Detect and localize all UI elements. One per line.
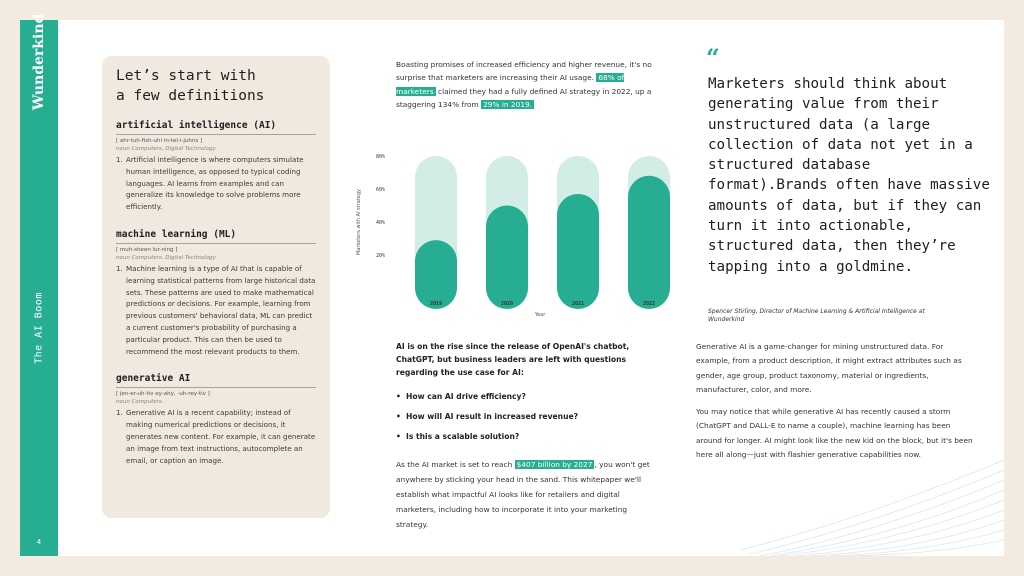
part-of-speech: noun Computers, Digital Technology. [116,254,218,261]
x-tick-label: 2019 [429,301,443,307]
definition-entry [116,373,316,466]
market-paragraph: As the AI market is set to reach $407 billion by 2027 , you won't get anywhere by sticking your head in the sand. This whitepaper we'll establish what impactful AI looks like for retailers and digital marketers, including how to incorporate it into your marketing strategy. [396,460,650,529]
x-tick-label: 2020 [500,301,514,307]
brand-logo: Wunderkind [31,13,47,111]
divider [116,387,316,388]
bar [486,206,528,310]
chart-svg [348,146,656,326]
list-item: • Is this a scalable solution? [396,427,654,447]
part-of-speech: noun Computers, Digital Technology. [116,146,218,152]
y-tick-label: 80% [376,154,386,160]
pull-quote: Marketers should think about generating value from their unstructured data (a large collection of data not yet in a structured database format).Brands often have massive amounts of data, but if they can turn it into actionable, structured data, then they’re tapping into a goldmine. [708,76,990,275]
paragraph: Generative AI is a game-changer for mining unstructured data. For example, from a product description, it might extract attributes such as gender, age group, product taxonomy, material or ingredients, manufacturer, color, and more. [696,342,962,394]
definition-entry [116,229,316,357]
pronunciation: [ muh-sheen lur-ning ] [116,246,178,253]
definitions-title: Let’s start with a few definitions [116,68,265,104]
x-tick-label: 2022 [642,301,656,307]
bar [415,240,457,309]
definitions-card [102,56,330,518]
middle-body [396,340,654,532]
pronunciation: [ ahr-tuh-fish-uhl in-tel-i-juhns ] [116,138,203,144]
part-of-speech: noun Computers. [116,399,164,406]
definition-text: 1. Generative AI is a recent capability; instead of making numerical predictions or decisions, it generates new content. For example, it can generate an image from text instructions, autocomplete an email, or caption an image. [116,408,316,465]
bar [628,176,670,309]
quote-attribution: Spencer Stirling, Director of Machine Learning & Artificial Intelligence at Wunderkind [708,308,925,323]
highlight: 29% in 2019. [483,100,533,110]
bar-chart [348,146,656,326]
highlight: 68% of marketers [396,73,625,96]
lead-text: AI is on the rise since the release of OpenAI's chatbot, ChatGPT, but business leaders are left with questions regarding the use case for AI: [396,342,630,377]
divider [116,243,316,244]
y-tick-label: 60% [376,187,386,193]
y-axis-label: Marketers with AI strategy [356,188,362,256]
y-tick-label: 20% [376,253,386,259]
list-item: • How will AI result in increased revenue? [396,407,654,427]
pronunciation: [ jen-er-uh-tiv ey-ahy, -uh-rey-tiv ] [116,391,210,398]
paragraph: You may notice that while generative AI has recently caused a storm (ChatGPT and DALL-E to name a couple), machine learning has been around for longer. AI might look like the new kid on the block, but it's been here all along—just with flashier generative capabilities now. [696,407,973,460]
quote-mark-icon: “ [706,43,720,72]
term: generative AI [116,373,191,385]
list-item: • How can AI drive efficiency? [396,387,654,407]
bar [557,194,599,309]
page-number: 4 [36,538,42,546]
highlight: $407 billion by 2027 [516,460,593,469]
divider [116,134,316,135]
sidebar [20,13,58,556]
section-label: The AI Boom [33,292,45,364]
term: machine learning (ML) [116,228,237,240]
decorative-waves [740,400,1004,556]
question-list [396,387,654,447]
page [20,13,1004,556]
x-axis-label: Year [534,312,546,318]
definition-text: 1. Artificial intelligence is where computers simulate human intelligence, as opposed to typical coding languages. AI learns from examples and can generalize its knowledge to solve problems more efficiently. [116,155,304,212]
y-tick-label: 40% [376,220,386,226]
definition-text: 1. Machine learning is a type of AI that is capable of learning statistical patterns from large historical data sets. These patterns are used to make mathematical predictions or decisions. For example, learning from previous customers' behavioral data, ML can predict a current customer's probability of purchasing a particular product. This can then be used to recommend the most relevant products to them. [116,263,316,356]
term: artificial intelligence (AI) [116,120,277,131]
x-tick-label: 2021 [571,301,585,307]
intro-paragraph: Boasting promises of increased efficiency and higher revenue, it's no surprise that marketers are increasing their AI usage. 68% of marketers claimed they had a fully defined AI strategy in 2022, up a staggering 134% from 29% in 2019. [396,60,652,110]
definition-entry [116,120,316,213]
